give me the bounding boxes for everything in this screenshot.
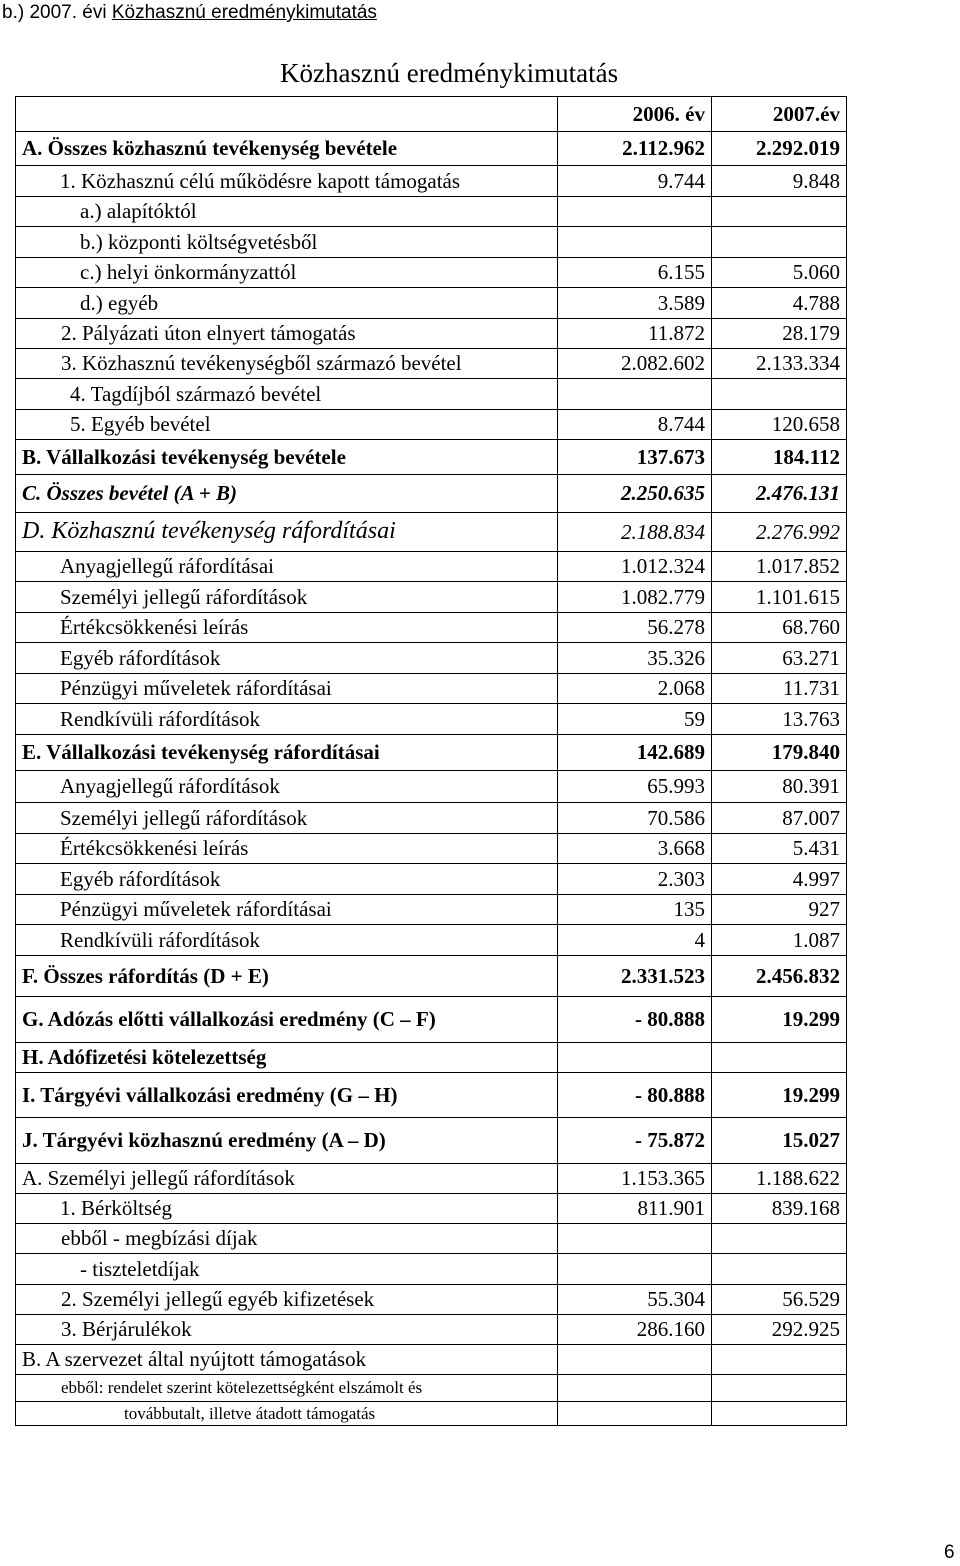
value-2007: 2.292.019 [712,132,847,166]
header-link[interactable]: Közhasznú eredménykimutatás [111,2,377,23]
value-2007: 56.529 [712,1285,847,1315]
value-2006: 8.744 [558,410,712,440]
header-prefix: b.) 2007. évi [2,2,112,23]
table-row [16,552,847,582]
row-label: ebből - megbízási díjak [16,1224,558,1254]
value-2007: 2.456.832 [712,956,847,997]
value-2006: 3.589 [558,288,712,319]
table-row [16,1285,847,1315]
value-2007: 80.391 [712,771,847,803]
row-label: Egyéb ráfordítások [16,864,558,895]
value-2006: 2.068 [558,674,712,704]
row-label: 3. Bérjárulékok [16,1315,558,1345]
row-label: a.) alapítóktól [16,197,558,227]
value-2007 [712,1224,847,1254]
value-2006: 2.112.962 [558,132,712,166]
value-2007: 179.840 [712,735,847,771]
table-row [16,925,847,956]
value-2007: 87.007 [712,803,847,834]
value-2007: 2.476.131 [712,475,847,513]
page-number: 6 [944,1542,955,1563]
table-row [16,349,847,379]
value-2006: 4 [558,925,712,956]
value-2007: 68.760 [712,613,847,643]
value-2007 [712,197,847,227]
row-label: Pénzügyi műveletek ráfordításai [16,674,558,704]
table-row [16,197,847,227]
row-label: Pénzügyi műveletek ráfordításai [16,895,558,925]
table-row [16,379,847,410]
value-2007: 1.101.615 [712,582,847,613]
value-2006: 286.160 [558,1315,712,1345]
row-label: Anyagjellegű ráfordítások [16,771,558,803]
table-row [16,1345,847,1375]
value-2006: 65.993 [558,771,712,803]
value-2006: 2.331.523 [558,956,712,997]
table-row [16,997,847,1043]
value-2007: 1.188.622 [712,1164,847,1194]
value-2006: 142.689 [558,735,712,771]
value-2006 [558,1254,712,1285]
table-row [16,956,847,997]
row-label: B. Vállalkozási tevékenység bevétele [16,440,558,475]
value-2007: 28.179 [712,319,847,349]
table-row [16,864,847,895]
value-2007: 19.299 [712,1073,847,1118]
value-2006 [558,1345,712,1375]
value-2006: - 80.888 [558,1073,712,1118]
header-blank-cell [16,97,558,132]
value-2006: 1.012.324 [558,552,712,582]
value-2006: - 80.888 [558,997,712,1043]
row-label: - tiszteletdíjak [16,1254,558,1285]
row-label: b.) központi költségvetésből [16,227,558,258]
table-row [16,771,847,803]
value-2006: 70.586 [558,803,712,834]
value-2007: 2.133.334 [712,349,847,379]
row-label: D. Közhasznú tevékenység ráfordításai [16,513,558,552]
value-2007 [712,1345,847,1375]
table-row [16,1164,847,1194]
value-2007: 5.431 [712,834,847,864]
table-row [16,319,847,349]
table-row [16,834,847,864]
table-row [16,613,847,643]
value-2006: 137.673 [558,440,712,475]
row-label: E. Vállalkozási tevékenység ráfordításai [16,735,558,771]
table-row [16,674,847,704]
row-label: B. A szervezet által nyújtott támogatások [16,1345,558,1375]
table-row [16,1315,847,1345]
value-2007: 184.112 [712,440,847,475]
table-row [16,410,847,440]
value-2007: 927 [712,895,847,925]
row-label: 1. Közhasznú célú működésre kapott támogatás [16,166,558,197]
table-row [16,1224,847,1254]
value-2007: 19.299 [712,997,847,1043]
table-row [16,132,847,166]
table-row [16,643,847,674]
row-label: Egyéb ráfordítások [16,643,558,674]
value-2006: 9.744 [558,166,712,197]
row-label: Rendkívüli ráfordítások [16,925,558,956]
table-row [16,1254,847,1285]
column-header-row [16,97,847,132]
row-label: c.) helyi önkormányzattól [16,258,558,288]
row-label: G. Adózás előtti vállalkozási eredmény (C – F) [16,997,558,1043]
value-2006 [558,1224,712,1254]
row-label: ebből: rendelet szerint kötelezettségként elszámolt és [16,1375,558,1402]
row-label: Értékcsökkenési leírás [16,613,558,643]
row-label: Anyagjellegű ráfordításai [16,552,558,582]
row-label: 4. Tagdíjból származó bevétel [16,379,558,410]
value-2007: 11.731 [712,674,847,704]
value-2007: 839.168 [712,1194,847,1224]
table-row [16,475,847,513]
value-2007: 4.788 [712,288,847,319]
row-label: I. Tárgyévi vállalkozási eredmény (G – H) [16,1073,558,1118]
value-2006: - 75.872 [558,1118,712,1164]
table-row [16,1375,847,1402]
table-row [16,1118,847,1164]
value-2007: 63.271 [712,643,847,674]
value-2006: 55.304 [558,1285,712,1315]
row-label: C. Összes bevétel (A + B) [16,475,558,513]
column-header-2006: 2006. év [558,97,712,132]
value-2007: 9.848 [712,166,847,197]
value-2006: 135 [558,895,712,925]
table-row [16,258,847,288]
value-2006: 2.250.635 [558,475,712,513]
value-2006 [558,1402,712,1426]
row-label: J. Tárgyévi közhasznú eredmény (A – D) [16,1118,558,1164]
value-2006: 1.082.779 [558,582,712,613]
value-2007 [712,1375,847,1402]
value-2006: 2.188.834 [558,513,712,552]
value-2006: 2.082.602 [558,349,712,379]
row-label: Személyi jellegű ráfordítások [16,803,558,834]
page-header [2,2,377,24]
value-2007: 292.925 [712,1315,847,1345]
row-label: továbbutalt, illetve átadott támogatás [16,1402,558,1426]
row-label: d.) egyéb [16,288,558,319]
row-label: A. Összes közhasznú tevékenység bevétele [16,132,558,166]
value-2006: 2.303 [558,864,712,895]
value-2007: 13.763 [712,704,847,735]
row-label: F. Összes ráfordítás (D + E) [16,956,558,997]
value-2007: 2.276.992 [712,513,847,552]
table-row [16,1043,847,1073]
table-row [16,227,847,258]
value-2006 [558,1375,712,1402]
table-row [16,803,847,834]
row-label: 2. Pályázati úton elnyert támogatás [16,319,558,349]
row-label: Rendkívüli ráfordítások [16,704,558,735]
value-2007 [712,227,847,258]
row-label: H. Adófizetési kötelezettség [16,1043,558,1073]
table-row [16,1402,847,1426]
value-2006 [558,227,712,258]
value-2007 [712,1254,847,1285]
value-2006: 11.872 [558,319,712,349]
value-2007 [712,1043,847,1073]
value-2006 [558,197,712,227]
value-2007: 15.027 [712,1118,847,1164]
value-2007: 1.017.852 [712,552,847,582]
value-2006: 1.153.365 [558,1164,712,1194]
row-label: Személyi jellegű ráfordítások [16,582,558,613]
value-2006: 56.278 [558,613,712,643]
table-row [16,288,847,319]
value-2007: 120.658 [712,410,847,440]
row-label: 1. Bérköltség [16,1194,558,1224]
row-label: 2. Személyi jellegű egyéb kifizetések [16,1285,558,1315]
value-2007: 5.060 [712,258,847,288]
table-row [16,166,847,197]
table-row [16,895,847,925]
column-header-2007: 2007.év [712,97,847,132]
income-statement-table [15,96,847,1426]
value-2007 [712,379,847,410]
value-2006: 59 [558,704,712,735]
table-row [16,735,847,771]
table-row [16,513,847,552]
document-title: Közhasznú eredménykimutatás [280,58,619,88]
table-row [16,1073,847,1118]
value-2007 [712,1402,847,1426]
value-2006: 811.901 [558,1194,712,1224]
value-2006 [558,379,712,410]
table-row [16,582,847,613]
value-2007: 1.087 [712,925,847,956]
row-label: A. Személyi jellegű ráfordítások [16,1164,558,1194]
value-2006 [558,1043,712,1073]
value-2006: 35.326 [558,643,712,674]
value-2007: 4.997 [712,864,847,895]
row-label: 3. Közhasznú tevékenységből származó bevétel [16,349,558,379]
value-2006: 6.155 [558,258,712,288]
table-row [16,440,847,475]
value-2006: 3.668 [558,834,712,864]
table-row [16,704,847,735]
table-row [16,1194,847,1224]
row-label: 5. Egyéb bevétel [16,410,558,440]
row-label: Értékcsökkenési leírás [16,834,558,864]
